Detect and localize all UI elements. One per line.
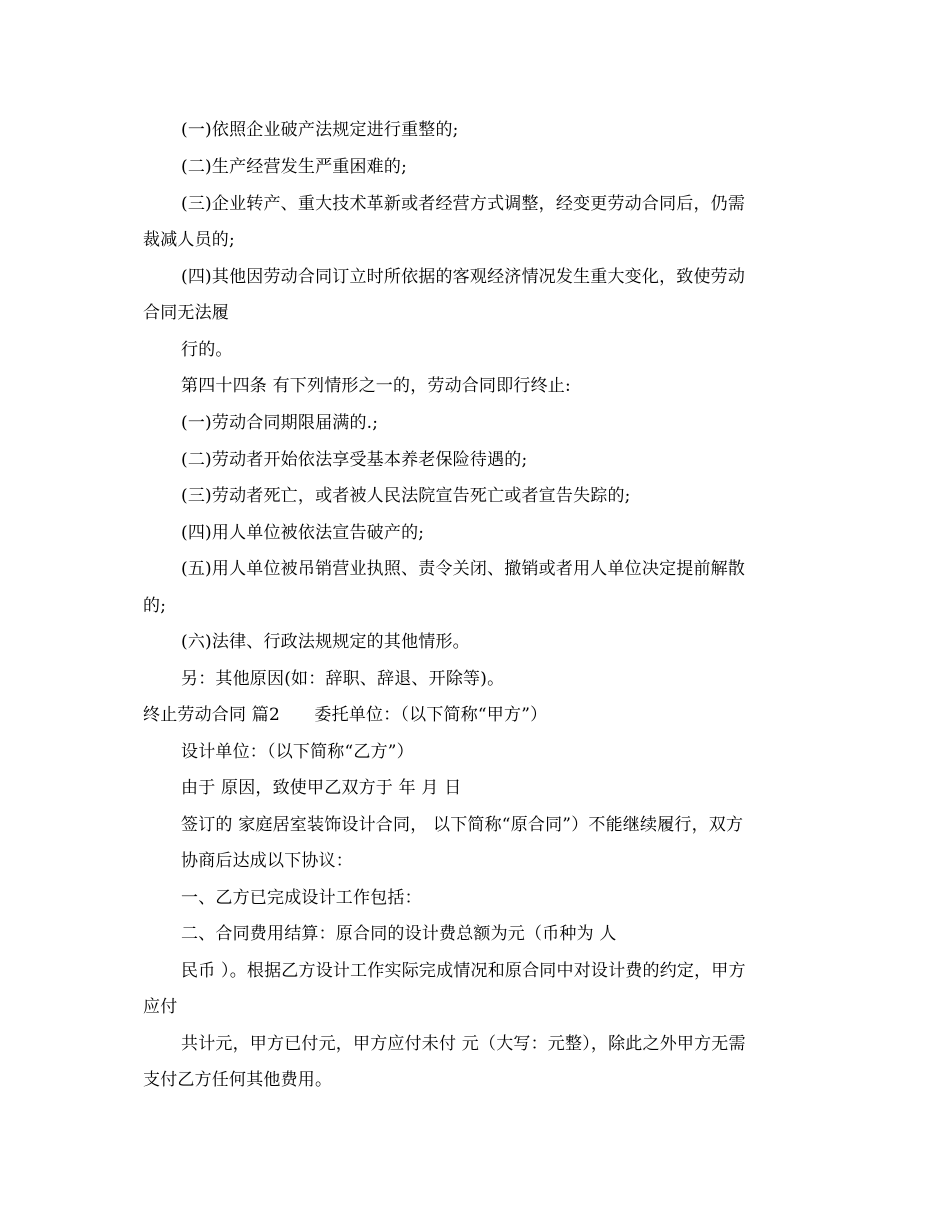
text-line: 共计元，甲方已付元，甲方应付未付 元（大写：元整），除此之外甲方无需 — [181, 1034, 746, 1054]
text-line: 裁减人员的; — [143, 230, 235, 250]
text-line: 协商后达成以下协议： — [181, 851, 353, 871]
text-line: 民币 ）。根据乙方设计工作实际完成情况和原合同中对设计费的约定，甲方 — [181, 961, 746, 981]
text-line: (一)依照企业破产法规定进行重整的; — [181, 120, 459, 140]
text-line: (三)企业转产、重大技术革新或者经营方式调整，经变更劳动合同后，仍需 — [181, 194, 746, 214]
text-line: 签订的 家庭居室装饰设计合同， 以下简称“原合同”）不能继续履行，双方 — [181, 815, 744, 835]
text-line: (一)劳动合同期限届满的.; — [181, 413, 379, 433]
text-line: 的; — [143, 596, 167, 616]
text-line: (五)用人单位被吊销营业执照、责令关闭、撤销或者用人单位决定提前解散 — [181, 559, 746, 579]
text-line: 合同无法履 — [143, 303, 229, 323]
text-line: (四)用人单位被依法宣告破产的; — [181, 523, 425, 543]
text-line: 支付乙方任何其他费用。 — [143, 1070, 333, 1090]
text-line: 应付 — [143, 997, 178, 1017]
text-line: (二)生产经营发生严重困难的; — [181, 157, 407, 177]
text-line: (四)其他因劳动合同订立时所依据的客观经济情况发生重大变化，致使劳动 — [181, 267, 746, 287]
text-line: (六)法律、行政法规规定的其他情形。 — [181, 632, 470, 652]
text-line: 设计单位：（以下简称“乙方”） — [181, 742, 414, 762]
section-heading: 终止劳动合同 篇2 委托单位：（以下简称“甲方”） — [143, 705, 548, 725]
text-line: 另：其他原因(如：辞职、辞退、开除等)。 — [181, 669, 505, 689]
text-line: 二、合同费用结算：原合同的设计费总额为元（币种为 人 — [181, 924, 617, 944]
text-line: 由于 原因，致使甲乙双方于 年 月 日 — [181, 778, 462, 798]
article-heading: 第四十四条 有下列情形之一的，劳动合同即行终止: — [181, 376, 571, 396]
text-line: (二)劳动者开始依法享受基本养老保险待遇的; — [181, 450, 528, 470]
text-line: 行的。 — [181, 340, 233, 360]
text-line: 一、乙方已完成设计工作包括： — [181, 888, 422, 908]
text-line: (三)劳动者死亡，或者被人民法院宣告死亡或者宣告失踪的; — [181, 486, 631, 506]
